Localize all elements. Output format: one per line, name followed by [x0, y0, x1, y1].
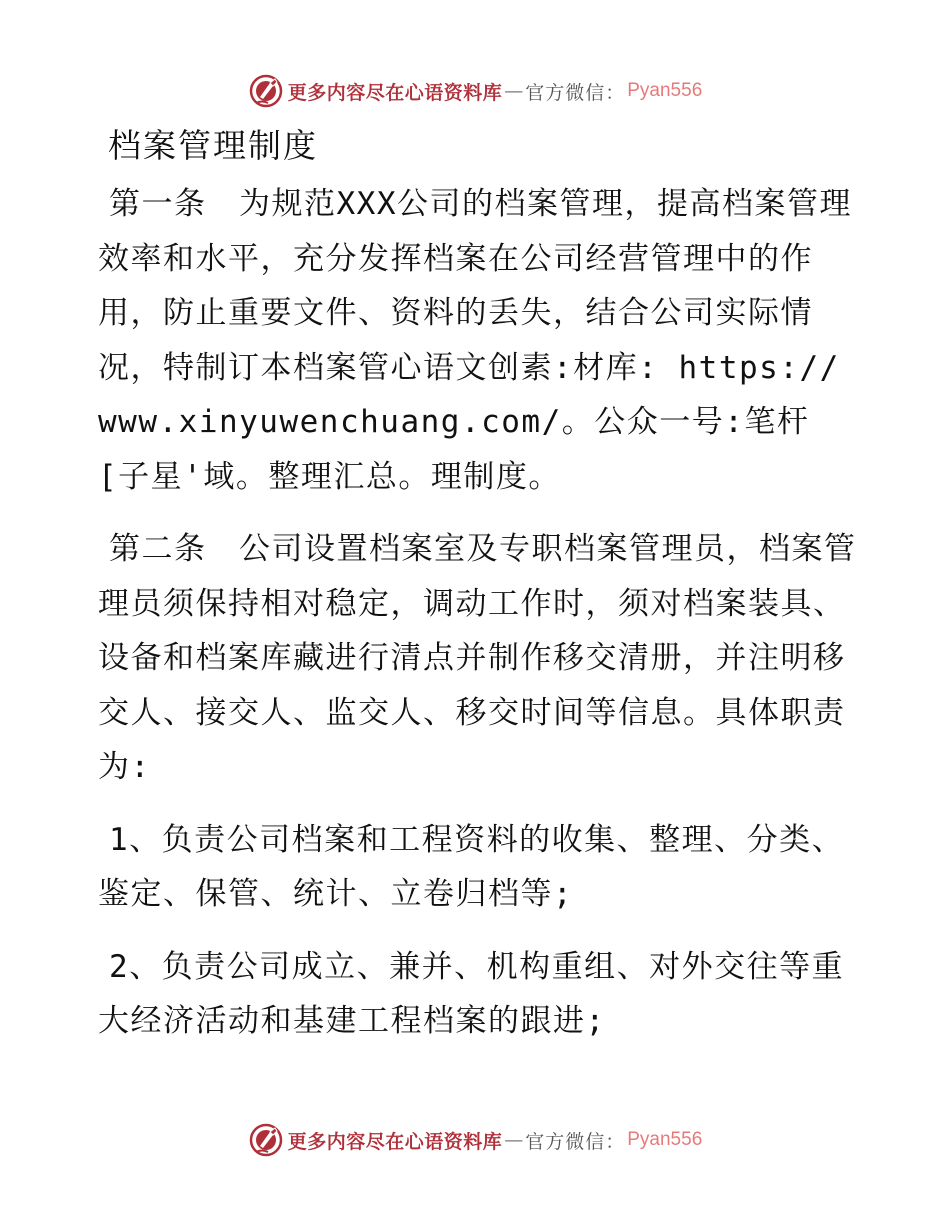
paragraph-duty-1: 1、负责公司档案和工程资料的收集、整理、分类、鉴定、保管、统计、立卷归档等;: [98, 821, 845, 912]
paragraph-duty-2: 2、负责公司成立、兼并、机构重组、对外交往等重大经济活动和基建工程档案的跟进;: [98, 948, 845, 1039]
watermark-separator: —: [504, 80, 524, 102]
watermark-brand-text: 更多内容尽在心语资料库: [287, 81, 503, 104]
watermark-contact-id: Pyan556: [627, 1129, 703, 1150]
document-title: 档案管理制度: [108, 126, 318, 165]
paragraph-article-2: 第二条 公司设置档案室及专职档案管理员，档案管理员须保持相对稳定，调动工作时，须对档案装具、设备和档案库藏进行清点并制作移交清册，并注明移交人、接交人、监交人、移交时间等信息。具体职责为:: [98, 531, 857, 785]
footer-watermark: [0, 1120, 950, 1160]
watermark-contact-label: 官方微信：: [525, 81, 626, 104]
header-watermark: [0, 71, 950, 111]
paragraph-article-1: 第一条 为规范XXX公司的档案管理，提高档案管理效率和水平，充分发挥档案在公司经营管理中的作用，防止重要文件、资料的丢失，结合公司实际情况，特制订本档案管心语文创素:材库: https://www.xinyuwenchuang.com/。公众一号:笔杆[子星'域。整理汇总。理制度。: [98, 186, 852, 495]
watermark-contact-id: Pyan556: [627, 80, 703, 101]
watermark-separator: —: [504, 1129, 524, 1151]
watermark-contact-label: 官方微信：: [525, 1130, 626, 1153]
pen-nib-logo-icon: [248, 73, 284, 109]
document-body: [98, 118, 858, 1067]
watermark-brand-text: 更多内容尽在心语资料库: [287, 1130, 503, 1153]
pen-nib-logo-icon: [248, 1122, 284, 1158]
